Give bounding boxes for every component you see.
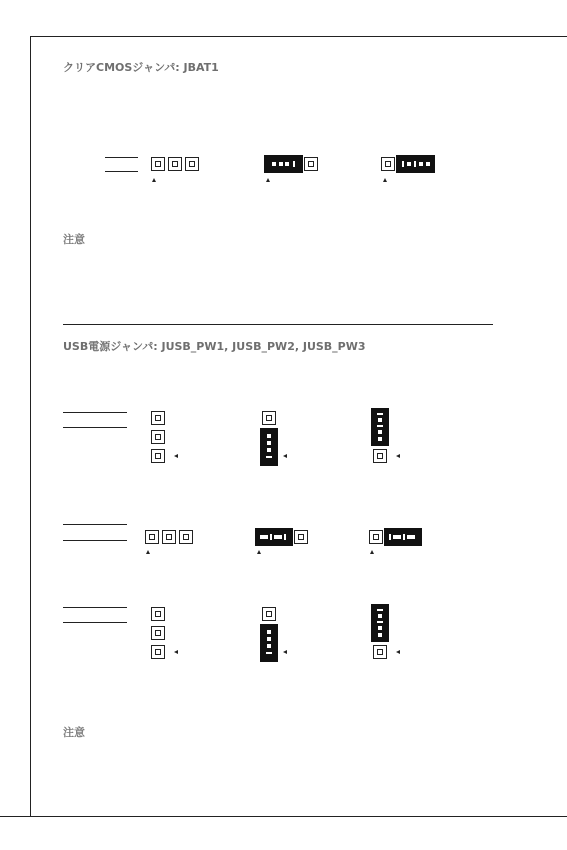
pin1-marker-icon	[283, 454, 287, 458]
pin1-marker-icon	[266, 178, 270, 182]
page-border-left	[30, 36, 31, 816]
jbat1-note-label: 注意	[63, 233, 85, 246]
pin1-marker-icon	[174, 454, 178, 458]
jusb-heading: USB電源ジャンパ: JUSB_PW1, JUSB_PW2, JUSB_PW3	[63, 340, 366, 353]
pin1-marker-icon	[396, 454, 400, 458]
jbat1-heading: クリアCMOSジャンパ: JBAT1	[63, 61, 219, 74]
pin1-marker-icon	[283, 650, 287, 654]
pin1-marker-icon	[146, 550, 150, 554]
jusb-note-label: 注意	[63, 726, 85, 739]
page-border-bottom	[0, 816, 567, 817]
pin1-marker-icon	[383, 178, 387, 182]
pin1-marker-icon	[396, 650, 400, 654]
pin1-marker-icon	[257, 550, 261, 554]
section-divider	[63, 324, 493, 325]
pin1-marker-icon	[152, 178, 156, 182]
page-border-top	[30, 36, 567, 37]
pin1-marker-icon	[174, 650, 178, 654]
pin1-marker-icon	[370, 550, 374, 554]
